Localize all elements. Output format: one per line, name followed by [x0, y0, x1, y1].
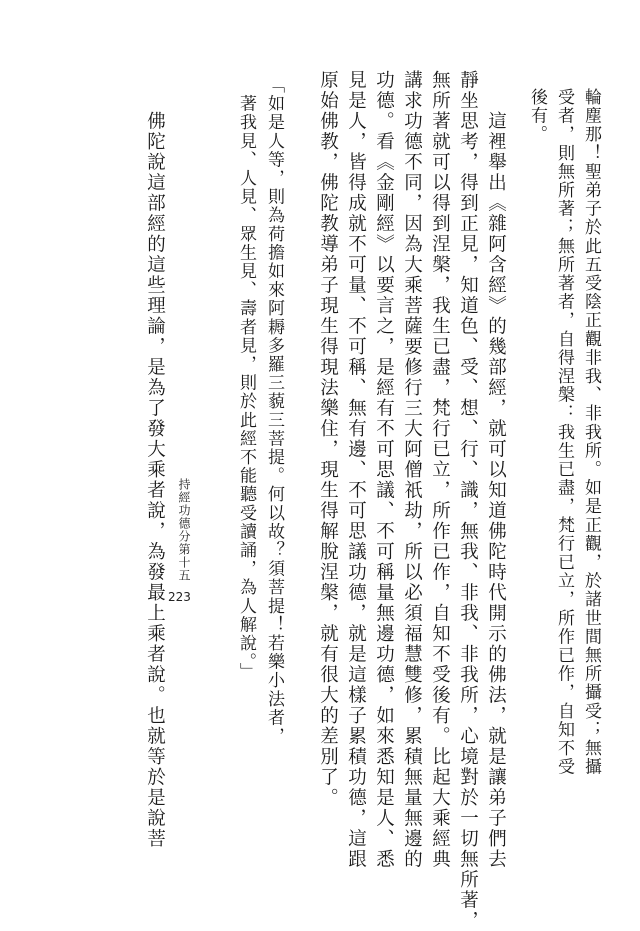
text-column: 「如是人等，則為荷擔如來阿耨多羅三藐三菩提。何以故？須菩提！若樂小法者， [264, 76, 284, 746]
text-column: 佛陀說這部經的這些理論，是為了發大乘者說，為發最上乘者說。也就等於是說菩 [144, 70, 166, 849]
page-number: 223 [168, 590, 191, 604]
text-column: 講求功德不同，因為大乘菩薩要修行三大阿僧祇劫，所以必須福慧雙修，累積無量無邊的 [401, 70, 423, 870]
text-column: 著我見、人見、眾生見、壽者見，則於此經不能聽受讀誦，為人解說。」 [236, 76, 256, 682]
text-column: 受者，則無所著；無所著者，自得涅槃：我生已盡，梵行已立，所作已作，自知不受 [554, 88, 574, 777]
text-column: 見是人，皆得成就不可量、不可稱、無有邊、不可思議功德，就是這樣子累積功德，這跟 [345, 70, 367, 870]
text-column: 後有。 [527, 88, 547, 144]
running-header: 持經功德分第十五 [177, 478, 191, 582]
text-column: 原始佛教，佛陀教導弟子現生得現法樂住，現生得解脫涅槃，就有很大的差別了。 [317, 70, 339, 808]
text-column: 功德。看《金剛經》以要言之，是經有不可思議、不可稱量無邊功德，如來悉知是人、悉 [373, 70, 395, 870]
text-column: 無所著就可以得到涅槃，我生已盡，梵行已立，所作已作，自知不受後有。比起大乘經典 [429, 70, 451, 870]
text-column: 輪塵那！聖弟子於此五受陰正觀非我、非我所。如是正觀，於諸世間無所攝受；無攝 [581, 88, 601, 777]
text-column: 靜坐思考，得到正見，知道色、受、想、行、識，無我、非我、非我所，心境對於一切無所著， [457, 70, 479, 931]
text-column: 這裡舉出《雜阿含經》的幾部經，就可以知道佛陀時代開示的佛法，就是讓弟子們去 [485, 70, 507, 870]
